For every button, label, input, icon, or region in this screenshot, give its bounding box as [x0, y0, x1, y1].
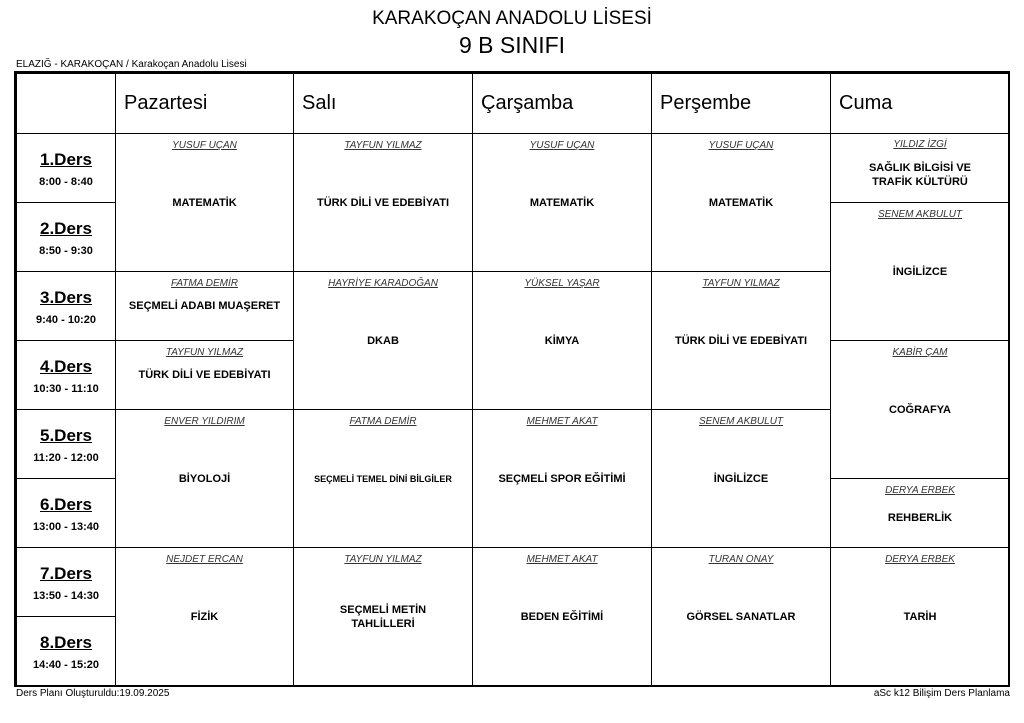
- teacher-name: YÜKSEL YAŞAR: [524, 278, 600, 289]
- period-time: 9:40 - 10:20: [36, 314, 96, 326]
- lesson-cell: [115, 133, 294, 272]
- lesson-cell: [830, 202, 1010, 341]
- lesson-cell: [830, 547, 1010, 687]
- period-row: [16, 478, 116, 548]
- teacher-name: ENVER YILDIRIM: [164, 416, 245, 427]
- subject-name: TÜRK DİLİ VE EDEBİYATI: [674, 334, 808, 347]
- teacher-name: HAYRİYE KARADOĞAN: [328, 278, 438, 289]
- lesson-cell: [115, 547, 294, 687]
- teacher-name: TAYFUN YILMAZ: [344, 554, 422, 565]
- teacher-name: KABİR ÇAM: [892, 347, 948, 358]
- period-name: 5.Ders: [40, 426, 92, 445]
- period-name: 3.Ders: [40, 288, 92, 307]
- lesson-cell: [651, 409, 831, 548]
- software-credit: aSc k12 Bilişim Ders Planlama: [873, 688, 1010, 699]
- subject-name: MATEMATİK: [529, 196, 595, 209]
- period-name: 2.Ders: [40, 219, 92, 238]
- teacher-name: DERYA ERBEK: [885, 554, 955, 565]
- subject-name: TÜRK DİLİ VE EDEBİYATI: [316, 196, 450, 209]
- teacher-name: FATMA DEMİR: [349, 416, 417, 427]
- subject-name: MATEMATİK: [172, 196, 237, 209]
- day-header-sali: Salı: [293, 73, 473, 134]
- day-header-persembe: Perşembe: [651, 73, 831, 134]
- subject-name: DKAB: [367, 334, 399, 347]
- teacher-name: NEJDET ERCAN: [166, 554, 243, 565]
- class-title: 9 B SINIFI: [458, 32, 566, 58]
- subject-name: TARİH: [903, 611, 937, 623]
- teacher-name: SENEM AKBULUT: [698, 416, 784, 427]
- corner-cell: [16, 73, 116, 134]
- lesson-cell: [830, 133, 1010, 203]
- school-title: KARAKOÇAN ANADOLU LİSESİ: [372, 8, 652, 29]
- period-row: [16, 133, 116, 203]
- teacher-name: FATMA DEMİR: [170, 278, 239, 289]
- subject-name: REHBERLİK: [887, 512, 953, 524]
- created-date: Ders Planı Oluşturuldu:19.09.2025: [16, 688, 170, 699]
- subject-name: SEÇMELİ SPOR EĞİTİMİ: [498, 472, 626, 485]
- period-name: 6.Ders: [40, 495, 92, 514]
- lesson-cell: [651, 133, 831, 272]
- lesson-cell: [115, 271, 294, 341]
- period-row: [16, 340, 116, 410]
- period-row: [16, 202, 116, 272]
- lesson-cell: [472, 547, 652, 687]
- subject-name: COĞRAFYA: [889, 403, 951, 416]
- period-time: 14:40 - 15:20: [32, 659, 100, 671]
- subject-name: MATEMATİK: [708, 196, 774, 209]
- period-name: 1.Ders: [40, 150, 92, 169]
- day-header-pazartesi: Pazartesi: [115, 73, 294, 134]
- period-time: 13:50 - 14:30: [32, 590, 100, 602]
- teacher-name: YUSUF UÇAN: [708, 140, 774, 151]
- teacher-name: TURAN ONAY: [708, 554, 774, 565]
- lesson-cell: [830, 340, 1010, 479]
- period-row: [16, 271, 116, 341]
- teacher-name: YILDIZ İZGİ: [893, 139, 947, 150]
- period-time: 8:50 - 9:30: [39, 245, 93, 257]
- lesson-cell: [472, 409, 652, 548]
- period-time: 8:00 - 8:40: [39, 176, 93, 188]
- period-name: 8.Ders: [40, 633, 92, 652]
- subject-name: KİMYA: [544, 334, 580, 347]
- lesson-cell: [293, 133, 473, 272]
- period-time: 10:30 - 11:10: [33, 383, 99, 395]
- subject-name: FİZİK: [190, 611, 219, 623]
- lesson-cell: [293, 547, 473, 687]
- teacher-name: TAYFUN YILMAZ: [344, 140, 422, 151]
- subject-name: SEÇMELİ METİN TAHLİLLERİ: [339, 604, 427, 630]
- period-row: [16, 409, 116, 479]
- subject-name: İNGİLİZCE: [892, 265, 948, 278]
- subject-name: TÜRK DİLİ VE EDEBİYATI: [138, 369, 271, 381]
- teacher-name: SENEM AKBULUT: [877, 209, 963, 220]
- subject-name: SEÇMELİ ADABI MUAŞERET: [128, 300, 281, 312]
- day-header-cuma: Cuma: [830, 73, 1010, 134]
- teacher-name: MEHMET AKAT: [526, 554, 598, 565]
- timetable-grid: [14, 71, 1010, 687]
- lesson-cell: [472, 133, 652, 272]
- period-row: [16, 547, 116, 617]
- location-line: ELAZIĞ - KARAKOÇAN / Karakoçan Anadolu Lisesi: [16, 59, 247, 70]
- period-time: 13:00 - 13:40: [32, 521, 100, 533]
- period-name: 7.Ders: [40, 564, 92, 583]
- lesson-cell: [651, 271, 831, 410]
- lesson-cell: [293, 271, 473, 410]
- subject-name: SEÇMELİ TEMEL DİNİ BİLGİLER: [314, 473, 452, 484]
- lesson-cell: [651, 547, 831, 687]
- lesson-cell: [472, 271, 652, 410]
- teacher-name: MEHMET AKAT: [526, 416, 598, 427]
- day-header-carsamba: Çarşamba: [472, 73, 652, 134]
- subject-name: BEDEN EĞİTİMİ: [520, 611, 604, 623]
- subject-name: İNGİLİZCE: [713, 472, 769, 485]
- period-time: 11:20 - 12:00: [33, 452, 99, 464]
- lesson-cell: [115, 409, 294, 548]
- teacher-name: YUSUF UÇAN: [172, 140, 237, 151]
- lesson-cell: [293, 409, 473, 548]
- period-name: 4.Ders: [40, 357, 92, 376]
- period-row: [16, 616, 116, 687]
- subject-name: BİYOLOJİ: [178, 472, 231, 485]
- subject-name: SAĞLIK BİLGİSİ VE TRAFİK KÜLTÜRÜ: [868, 162, 972, 188]
- lesson-cell: [115, 340, 294, 410]
- teacher-name: TAYFUN YILMAZ: [702, 278, 780, 289]
- teacher-name: DERYA ERBEK: [885, 485, 955, 496]
- teacher-name: YUSUF UÇAN: [529, 140, 595, 151]
- teacher-name: TAYFUN YILMAZ: [165, 347, 244, 358]
- lesson-cell: [830, 478, 1010, 548]
- subject-name: GÖRSEL SANATLAR: [686, 611, 796, 623]
